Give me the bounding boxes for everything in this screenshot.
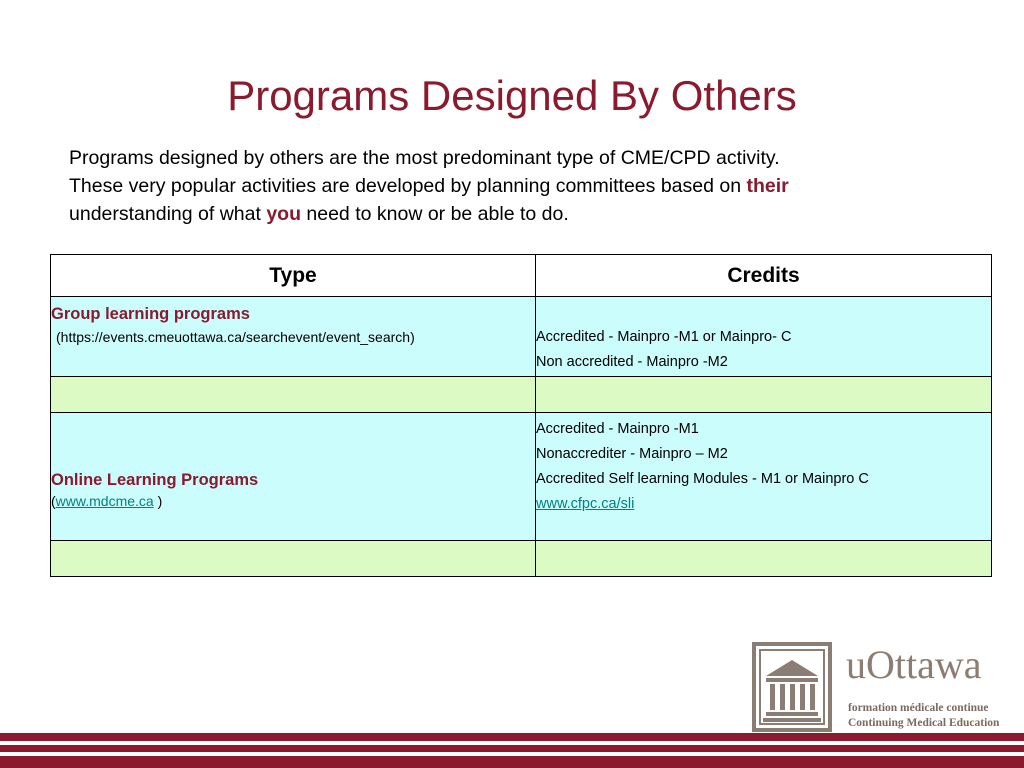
empty-cell xyxy=(51,541,536,577)
programs-table xyxy=(50,254,992,577)
logo-name: uOttawa xyxy=(846,642,982,687)
intro-emphasis-you: you xyxy=(266,203,301,225)
intro-line1: Programs designed by others are the most predominant type of CME/CPD activity. xyxy=(69,147,780,169)
table-row xyxy=(51,541,992,577)
online-credit-2: Nonaccrediter - Mainpro – M2 xyxy=(536,446,728,462)
intro-emphasis-their: their xyxy=(746,175,789,197)
online-credits-cell xyxy=(536,413,992,541)
header-type: Type xyxy=(51,255,536,297)
table-header-row xyxy=(51,255,992,297)
online-close-paren: ) xyxy=(153,492,163,509)
empty-cell xyxy=(536,541,992,577)
group-credits-cell xyxy=(536,297,992,377)
group-credit-2: Non accredited - Mainpro -M2 xyxy=(536,354,728,370)
empty-cell xyxy=(51,377,536,413)
online-credit-1: Accredited - Mainpro -M1 xyxy=(536,421,699,437)
table-row xyxy=(51,297,992,377)
online-credit-3: Accredited Self learning Modules - M1 or Mainpro C xyxy=(536,471,869,487)
intro-line3: understanding of what xyxy=(69,203,267,225)
header-credits: Credits xyxy=(536,255,992,297)
intro-line2: These very popular activities are developed by planning committees based on xyxy=(69,175,747,197)
footer-stripe xyxy=(0,756,1024,768)
logo-subtitle-en: Continuing Medical Education xyxy=(848,717,1000,729)
intro-line3-end: need to know or be able to do. xyxy=(300,203,569,225)
university-building-icon xyxy=(752,640,832,732)
table-row xyxy=(51,377,992,413)
cfpc-link[interactable]: www.cfpc.ca/sli xyxy=(536,496,635,512)
uottawa-logo xyxy=(752,640,1014,732)
online-open-paren: ( xyxy=(51,492,56,509)
online-type-cell xyxy=(51,413,536,541)
group-credit-1: Accredited - Mainpro -M1 or Mainpro- C xyxy=(536,329,792,345)
group-program-name: Group learning programs xyxy=(51,305,250,323)
online-link-line xyxy=(51,493,535,509)
logo-subtitle-fr: formation médicale continue xyxy=(848,702,989,714)
footer-stripes xyxy=(0,733,1024,768)
intro-paragraph xyxy=(69,144,969,228)
group-url[interactable]: (https://events.cmeuottawa.ca/searchevent/event_search) xyxy=(56,329,415,345)
table-row xyxy=(51,413,992,541)
footer-stripe xyxy=(0,733,1024,741)
empty-cell xyxy=(536,377,992,413)
group-type-cell xyxy=(51,297,536,377)
footer-stripe xyxy=(0,745,1024,752)
mdcme-link[interactable]: www.mdcme.ca xyxy=(55,492,154,509)
slide-title: Programs Designed By Others xyxy=(227,72,797,119)
online-program-name: Online Learning Programs xyxy=(51,470,259,489)
